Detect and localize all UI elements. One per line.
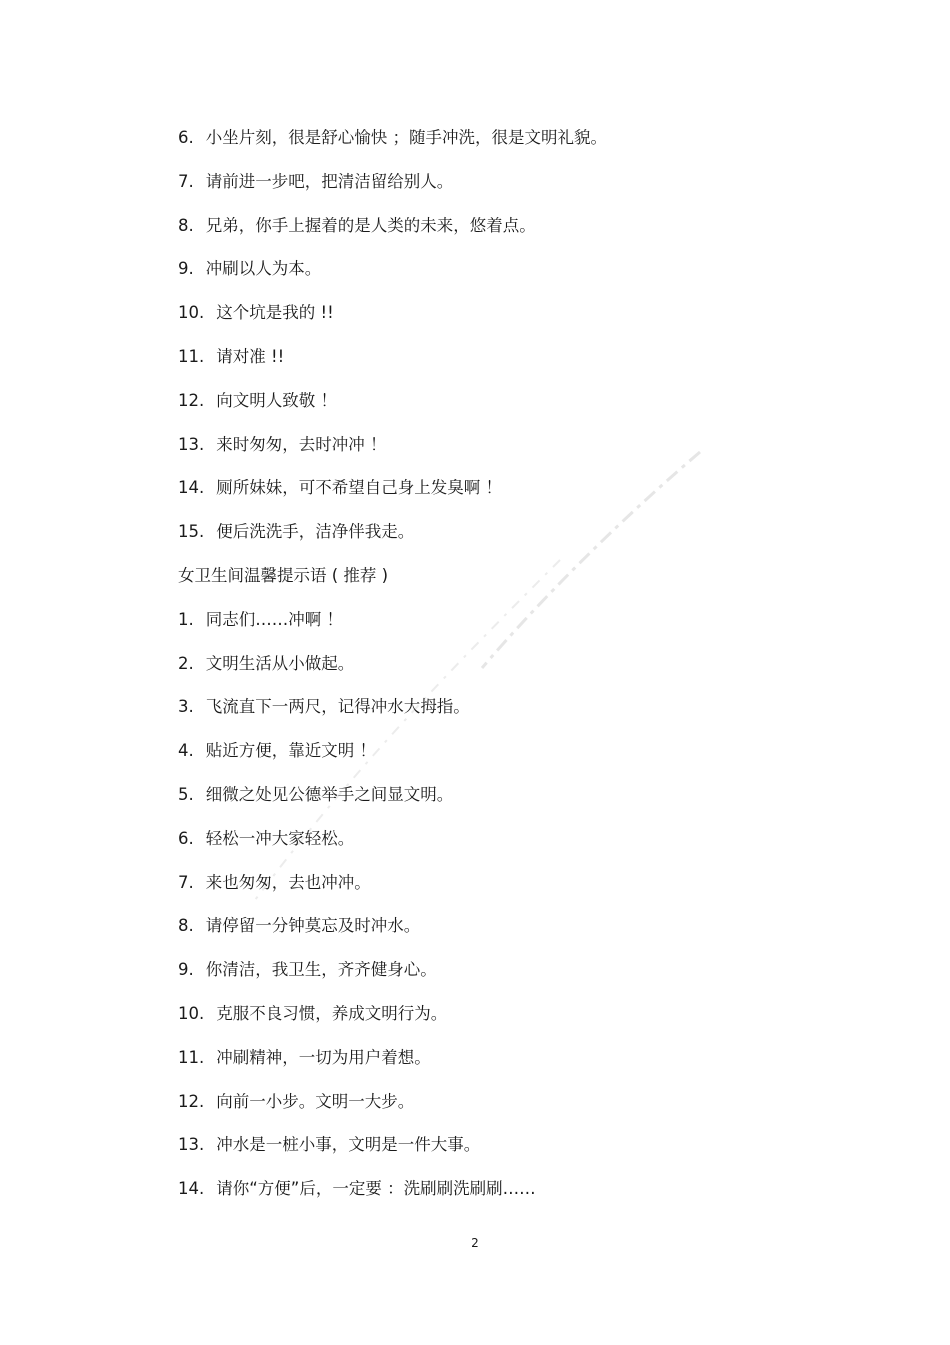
list-item [178,520,878,564]
list-item-number: 7. [178,171,194,191]
list-item-text: 向前一小步。文明一大步。 [216,1091,415,1111]
list-item-number: 7. [178,872,194,892]
list-item-text: 这个坑是我的 !! [216,303,334,323]
list-item [178,695,878,739]
list-item-number: 14. [178,478,205,498]
list-item [178,1133,878,1177]
list-item-number: 9. [178,259,194,279]
list-item [178,476,878,520]
list-item-text: 你清洁，我卫生，齐齐健身心。 [205,960,437,980]
list-item-number: 11. [178,346,205,366]
list-item [178,170,878,214]
list-item-text: 请停留一分钟莫忘及时冲水。 [205,916,421,936]
list-item-text: 轻松一冲大家轻松。 [205,828,355,848]
list-item [178,871,878,915]
list-item-text: 细微之处见公德举手之间显文明。 [205,784,454,804]
list-item-number: 14. [178,1179,205,1199]
list-item-text: 兄弟，你手上握着的是人类的未来，悠着点。 [205,215,536,235]
female-restroom-tips-list [178,608,878,1221]
list-item [178,783,878,827]
tips-list-continued [178,126,878,564]
list-item-text: 冲刷精神，一切为用户着想。 [216,1047,431,1067]
list-item-number: 1. [178,609,194,629]
page-number: 2 [471,1236,479,1250]
list-item [178,1177,878,1221]
list-item-number: 12. [178,390,205,410]
list-item [178,301,878,345]
list-item-number: 15. [178,522,205,542]
list-item [178,827,878,871]
list-item-text: 来也匆匆，去也冲冲。 [205,872,371,892]
list-item-number: 3. [178,697,194,717]
list-item-text: 飞流直下一两尺，记得冲水大拇指。 [205,697,470,717]
list-item-text: 向文明人致敬 ！ [216,390,337,410]
list-item [178,126,878,170]
list-item-number: 8. [178,215,194,235]
list-item-number: 6. [178,128,194,147]
list-item [178,389,878,433]
list-item [178,914,878,958]
list-item [178,1046,878,1090]
list-item-text: 冲水是一桩小事，文明是一件大事。 [216,1135,481,1155]
list-item-number: 5. [178,784,194,804]
list-item [178,214,878,258]
list-item-text: 请前进一步吧，把清洁留给别人。 [205,171,454,191]
list-item-number: 10. [178,303,205,323]
list-item-number: 10. [178,1003,205,1023]
list-item-text: 克服不良习惯，养成文明行为。 [216,1003,448,1023]
list-item-number: 4. [178,741,194,761]
list-item-number: 9. [178,960,194,980]
list-item-text: 同志们……冲啊 ！ [205,609,343,629]
list-item-number: 8. [178,916,194,936]
list-item-number: 2. [178,653,194,673]
list-item-text: 请对准 !! [216,346,285,366]
list-item-text: 便后洗洗手，洁净伴我走。 [216,522,415,542]
list-item [178,345,878,389]
list-item [178,652,878,696]
list-item [178,1090,878,1134]
list-item-number: 13. [178,1135,205,1155]
list-item-number: 12. [178,1091,205,1111]
list-item [178,433,878,477]
list-item-text: 小坐片刻，很是舒心愉快 ；随手冲洗，很是文明礼貌。 [205,128,607,147]
list-item-text: 贴近方便，靠近文明 ！ [205,741,376,761]
document-body [178,126,878,1221]
list-item-text: 来时匆匆，去时冲冲 ！ [216,434,387,454]
list-item-text: 厕所妹妹，可不希望自己身上发臭啊 ！ [216,478,502,498]
list-item [178,608,878,652]
list-item [178,257,878,301]
list-item-number: 6. [178,828,194,848]
list-item [178,958,878,1002]
section-heading: 女卫生间温馨提示语 ( 推荐 ) [178,565,389,585]
list-item-text: 文明生活从小做起。 [205,653,355,673]
list-item [178,739,878,783]
list-item-number: 13. [178,434,205,454]
list-item-number: 11. [178,1047,205,1067]
list-item [178,1002,878,1046]
list-item-text: 冲刷以人为本。 [205,259,322,279]
list-item-text: 请你“方便”后，一定要 ：洗刷刷洗刷刷…… [216,1179,536,1199]
